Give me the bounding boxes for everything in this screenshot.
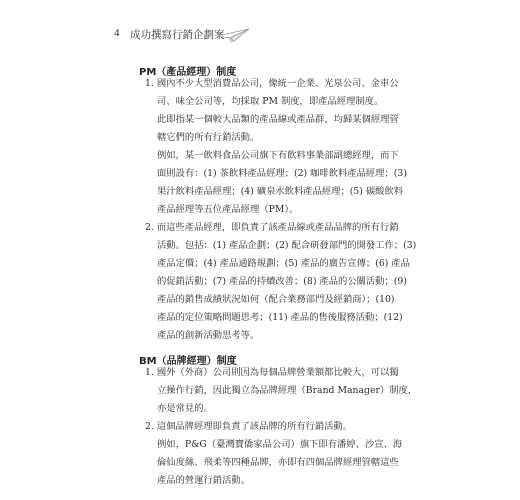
page-number: 4 — [114, 27, 120, 39]
text-line: 司、味全公司等，均採取 PM 制度，即產品經理制度。 — [157, 96, 384, 107]
text-line: 例如，P&G（臺灣寶僑家品公司）旗下即有潘婷、沙宣、海 — [157, 439, 403, 450]
section-heading-pm: PM（產品經理）制度 — [139, 67, 237, 78]
running-title: 成功撰寫行銷企劃案 — [130, 29, 225, 41]
text-line: 例如，某一飲料食品公司旗下有飲料事業部副總經理，而下 — [157, 150, 399, 161]
text-line: 產品的定位策略問題思考；(11) 產品的售後服務活動；(12) — [157, 312, 403, 323]
text-line: 1. 國內不少大型消費品公司，像統一企業、光泉公司、金車公 — [145, 78, 399, 89]
text-line: 產品經理等五位產品經理（PM）。 — [157, 204, 299, 215]
text-line: 亦是常見的。 — [157, 403, 213, 414]
text-line: 倫仙度絲、飛柔等四種品牌，亦即有四個品牌經理管轄這些 — [157, 457, 399, 468]
text-line: 面則設有：(1) 茶飲料產品經理；(2) 咖啡飲料產品經理；(3) — [157, 168, 407, 179]
text-line: 產品的營運行銷活動。 — [157, 475, 250, 486]
text-line: 此即指某一個較大品類的產品線或產品群，均歸某個經理管 — [157, 114, 399, 125]
text-line: 2. 這個品牌經理即負責了該品牌的所有行銷活動。 — [145, 421, 353, 432]
text-line: 轄它們的所有行銷活動。 — [157, 132, 260, 143]
text-line: 產品定價；(4) 產品通路規劃；(5) 產品的廣告宣傳；(6) 產品 — [157, 258, 410, 269]
text-line: 果汁飲料產品經理；(4) 礦泉水飲料產品經理；(5) 碳酸飲料 — [157, 186, 404, 197]
paper-plane-icon — [216, 27, 250, 43]
text-line: 的促銷活動；(7) 產品的持續改善；(8) 產品的公關活動；(9) — [157, 276, 407, 287]
text-line: 1. 國外（外商）公司則因為每個品牌營業額都比較大，可以獨 — [145, 367, 399, 378]
text-line: 活動。包括：(1) 產品企劃；(2) 配合研發部門的開發工作；(3) — [157, 240, 417, 251]
text-line: 產品的創新活動思考等。 — [157, 330, 260, 341]
section-heading-bm: BM（品牌經理）制度 — [139, 356, 237, 367]
text-line: 2. 而這些產品經理，即負責了該產品線或產品品牌的所有行銷 — [145, 222, 399, 233]
text-line: 產品的銷售成績狀況如何（配合業務部門及經銷商）；(10) — [157, 294, 395, 305]
text-line: 立操作行銷，因此獨立為品牌經理（Brand Manager）制度， — [157, 385, 418, 396]
